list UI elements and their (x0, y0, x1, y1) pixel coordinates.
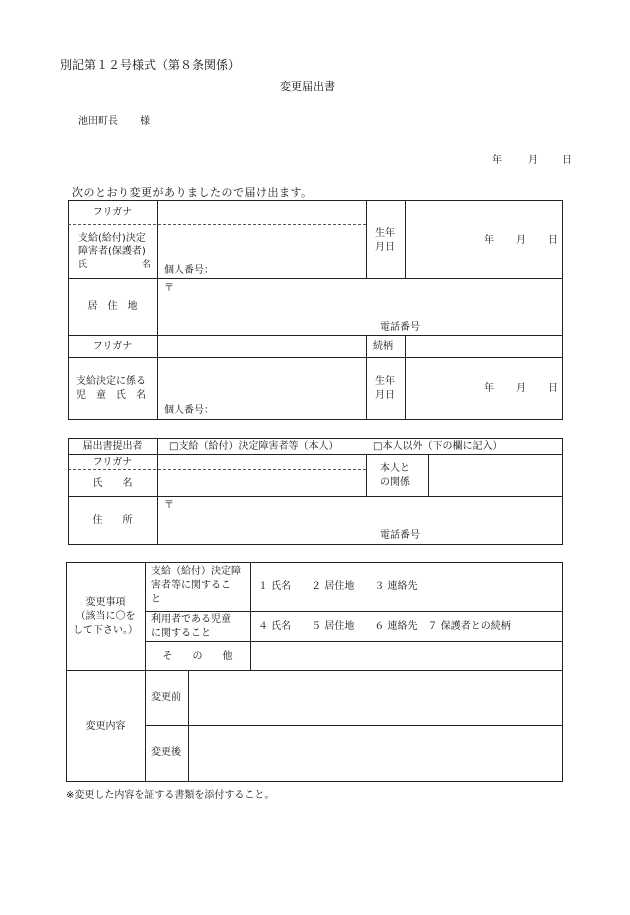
option-other-checkbox[interactable]: □本人以外（下の欄に記入） (373, 441, 503, 452)
category1-label-3: と (151, 594, 161, 605)
category3-label[interactable]: そ の 他 (162, 651, 233, 662)
recipient-name-label-b: 名 (142, 260, 152, 270)
divider (366, 454, 367, 496)
child-label-2: 児 童 氏 名 (76, 390, 146, 401)
date-day: 日 (562, 155, 572, 166)
child-birth-label-1: 生年 (375, 376, 395, 387)
recipient-label-1: 支給(給付)決定 (78, 233, 146, 244)
birth-day: 日 (548, 235, 558, 246)
change-items-label-1: 変更事項 (85, 597, 126, 608)
category2-label-1: 利用者である児童 (151, 614, 231, 625)
submission-date (492, 151, 572, 166)
divider (68, 335, 563, 336)
divider (250, 562, 251, 670)
divider (366, 200, 367, 278)
category2-options[interactable]: ４ 氏名 ５ 居住地 ６ 連絡先 ７ 保護者との続柄 (258, 621, 511, 632)
divider (428, 454, 429, 496)
relation-label-1: 本人と (380, 463, 410, 474)
footnote: ※変更した内容を証する書類を添付すること。 (66, 790, 275, 801)
divider (366, 335, 367, 420)
divider (405, 200, 406, 278)
category1-label-1: 支給（給付）決定障 (151, 566, 241, 577)
divider (68, 278, 563, 279)
divider (68, 454, 563, 455)
addressee-name: 池田町長 (78, 116, 118, 127)
category1-label-2: 害者等に関するこ (151, 580, 231, 591)
divider (157, 200, 158, 420)
divider (68, 496, 563, 497)
birth-month: 月 (516, 235, 526, 246)
birth-label-2: 月日 (375, 242, 395, 253)
divider (405, 335, 406, 420)
submitter-phone-label: 電話番号 (380, 530, 420, 541)
child-birth-year: 年 (484, 383, 494, 394)
addressee (78, 112, 172, 127)
divider (145, 611, 563, 612)
date-year: 年 (492, 155, 502, 166)
option-self-checkbox[interactable]: □支給（給付）決定障害者等（本人） (169, 441, 339, 452)
divider (145, 725, 563, 726)
child-personal-number-label: 個人番号： (164, 405, 214, 416)
addressee-suffix: 様 (140, 116, 150, 127)
divider (68, 357, 563, 358)
dashed-divider (68, 469, 366, 470)
dashed-divider (68, 224, 366, 225)
category1-options[interactable]: １ 氏名 ２ 居住地 ３ 連絡先 (258, 581, 418, 592)
phone-label: 電話番号 (380, 322, 420, 333)
relationship-label: 続柄 (373, 341, 393, 352)
submitter-address-label: 住 所 (92, 515, 133, 526)
divider (188, 670, 189, 782)
change-items-label-3: して下さい。） (73, 625, 138, 636)
submitter-postal-mark: 〒 (164, 500, 174, 511)
change-content-label: 変更内容 (85, 721, 126, 732)
after-label: 変更後 (151, 747, 181, 758)
submitter-label: 届出書提出者 (82, 441, 143, 452)
birth-year: 年 (484, 235, 494, 246)
personal-number-label: 個人番号： (164, 265, 214, 276)
document-title: 変更届出書 (280, 80, 335, 93)
child-birth-day: 日 (548, 383, 558, 394)
change-items-label-2: （該当に〇を (75, 611, 136, 622)
furigana-label-child: フリガナ (92, 341, 133, 352)
divider (66, 670, 563, 671)
child-birth-month: 月 (516, 383, 526, 394)
form-number-label: 別記第１２号様式（第８条関係） (60, 58, 241, 72)
date-month: 月 (528, 155, 538, 166)
postal-mark: 〒 (164, 283, 174, 294)
change-table (66, 562, 563, 782)
recipient-label-2: 障害者(保護者) (78, 246, 146, 257)
birth-label-1: 生年 (375, 228, 395, 239)
recipient-name-label-a: 氏 (78, 260, 88, 270)
intro-text: 次のとおり変更がありましたので届け出ます。 (72, 186, 313, 199)
child-label-1: 支給決定に係る (76, 376, 146, 387)
furigana-label: フリガナ (92, 207, 133, 218)
category2-label-2: に関すること (151, 628, 211, 639)
submitter-furigana-label: フリガナ (92, 457, 133, 468)
child-birth-label-2: 月日 (375, 390, 395, 401)
before-label: 変更前 (151, 692, 181, 703)
submitter-name-label: 氏 名 (92, 478, 133, 489)
relation-label-2: の関係 (380, 477, 410, 488)
divider (145, 641, 563, 642)
residence-label: 居 住 地 (87, 301, 138, 312)
divider (145, 562, 146, 782)
